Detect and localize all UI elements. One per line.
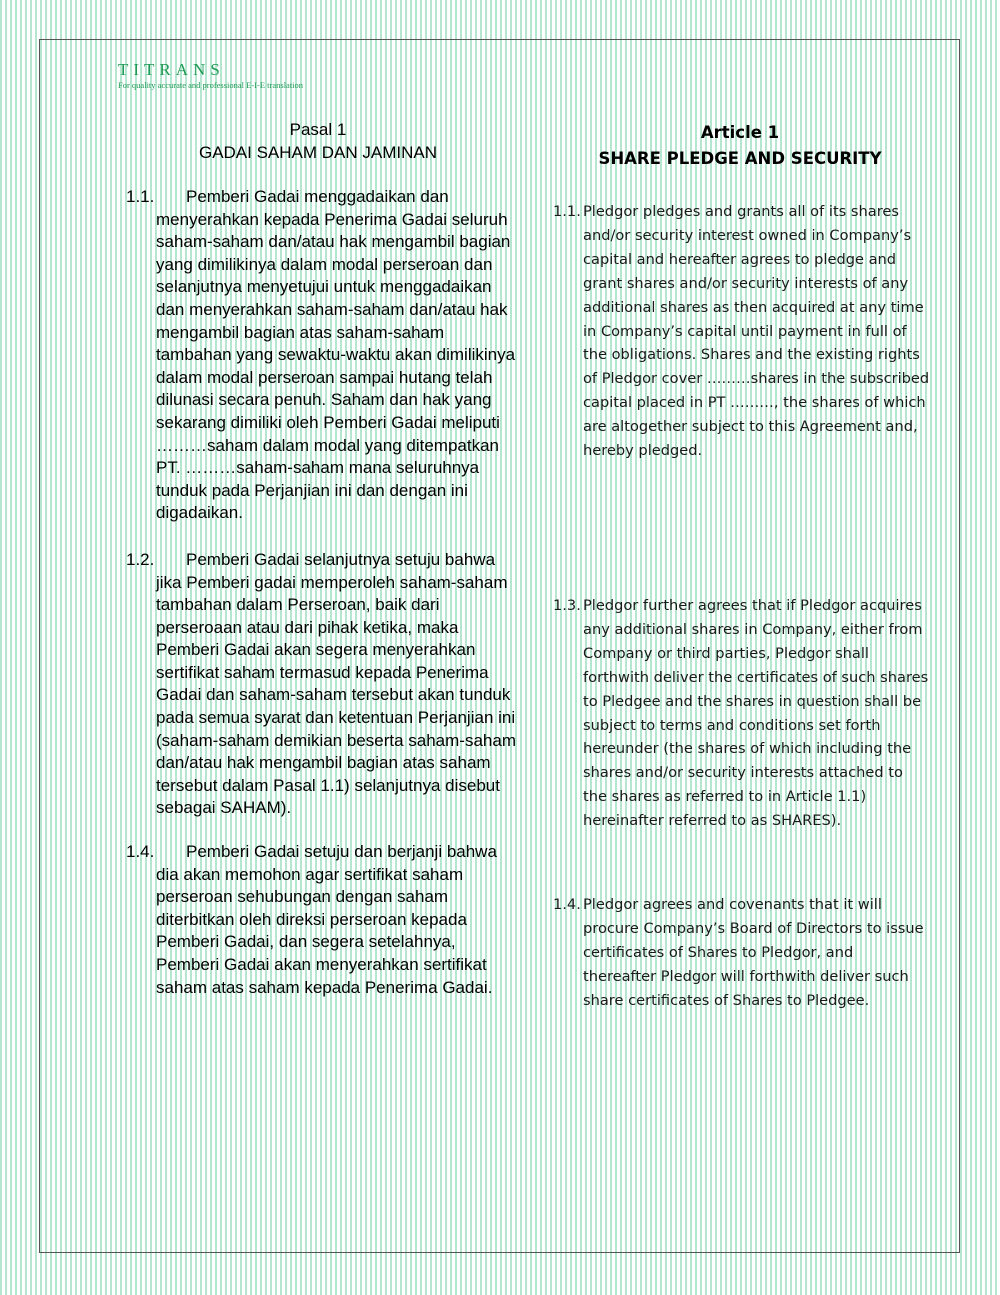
paragraph-number: 1.3. [553, 596, 581, 614]
right-heading-title: SHARE PLEDGE AND SECURITY [598, 149, 882, 168]
left-heading-title: GADAI SAHAM DAN JAMINAN [198, 143, 438, 162]
left-paragraph [118, 549, 518, 820]
paragraph-text: Pemberi Gadai selanjutnya setuju bahwa jika Pemberi gadai memperoleh saham-saham tambahan dalam Perseroan, baik dari perseroaan atau dari pihak ketika, maka Pemberi Gadai akan segera menyerahkan sertifikat saham termasud kepada Penerima Gadai dan saham-saham tersebut akan tunduk pada semua syarat dan ketentuan Perjanjian ini (saham-saham demikian beserta saham-saham dan/atau hak mengambil bagian atas saham tersebut dalam Pasal 1.1) selanjutnya disebut sebagai SAHAM). [156, 549, 516, 818]
titrans-logo [118, 60, 303, 90]
left-heading-article: Pasal 1 [289, 120, 347, 139]
paragraph-text: Pledgor pledges and grants all of its shares and/or security interest owned in Company’s capital and hereafter agrees to pledge and grant shares and/or security interests of any additional shares as then acquired at any time in Company’s capital until payment in full of the obligations. Shares and the existing rights of Pledgor cover ………shares in the subscribed capital placed in PT ………, the shares of which are altogether subject to this Agreement and, hereby pledged. [583, 203, 930, 460]
logo-title: TITRANS [118, 60, 225, 79]
right-paragraph [540, 893, 930, 1013]
english-column [540, 120, 930, 1013]
logo-tagline: For quality accurate and professional E-I-E translation [118, 80, 304, 90]
paragraph-number: 1.1. [126, 187, 155, 206]
paragraph-number: 1.2. [126, 549, 155, 569]
left-paragraph [118, 841, 518, 999]
right-paragraph [540, 200, 930, 463]
right-paragraph [540, 594, 930, 833]
paragraph-text: Pemberi Gadai menggadaikan dan menyerahkan kepada Penerima Gadai seluruh saham-saham dan/atau hak mengambil bagian yang dimilikinya dalam modal perseroan dan selanjutnya menyetujui untuk menggadaikan dan menyerahkan saham-saham dan/atau hak mengambil bagian atas saham-saham tambahan yang sewaktu-waktu akan dimilikinya dalam modal perseroan sampai hutang telah dilunasi secara penuh. Saham dan hak yang sekarang dimiliki oleh Pemberi Gadai meliputi ………saham dalam modal yang ditempatkan PT. ………saham-saham mana seluruhnya tunduk pada Perjanjian ini dan dengan ini digadaikan. [156, 187, 516, 523]
paragraph-text: Pledgor further agrees that if Pledgor acquires any additional shares in Company, either from Company or third parties, Pledgor shall forthwith deliver the certificates of such shares to Pledgee and the shares in question shall be subject to terms and conditions set forth hereunder (the shares of which including the shares and/or security interests attached to the shares as referred to in Article 1.1) hereinafter referred to as SHARES). [583, 596, 929, 830]
right-heading [550, 120, 930, 172]
paragraph-text: Pledgor agrees and covenants that it will procure Company’s Board of Directors to issue certificates of Shares to Pledgor, and thereafter Pledgor will forthwith deliver such share certificates of Shares to Pledgee. [583, 896, 924, 1009]
paragraph-number: 1.1. [553, 203, 581, 220]
paragraph-number: 1.4. [126, 842, 155, 862]
indonesian-column [118, 118, 518, 999]
left-heading [158, 118, 478, 164]
left-paragraph [118, 186, 518, 525]
paragraph-number: 1.4. [553, 896, 581, 914]
paragraph-text: Pemberi Gadai setuju dan berjanji bahwa dia akan memohon agar sertifikat saham perseroan sehubungan dengan saham diterbitkan oleh direksi perseroan kepada Pemberi Gadai, dan segera setelahnya, Pemberi Gadai akan menyerahkan sertifikat saham atas saham kepada Penerima Gadai. [156, 842, 497, 997]
right-heading-article: Article 1 [700, 123, 780, 142]
